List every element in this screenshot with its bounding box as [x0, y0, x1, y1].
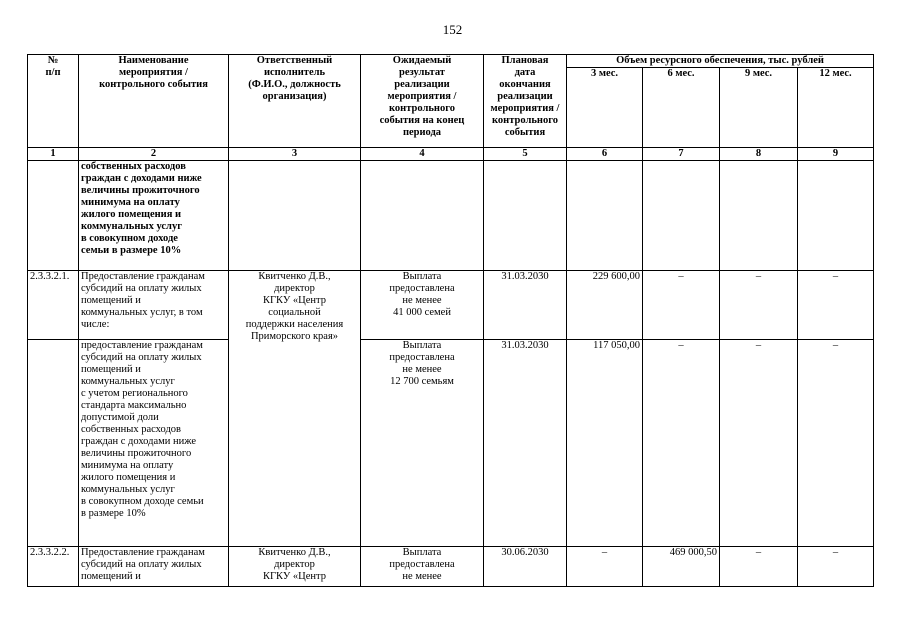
header-responsible: Ответственный исполнитель (Ф.И.О., должность организация) [229, 55, 361, 148]
column-number: 1 [28, 148, 79, 161]
row-amount-12m: – [798, 340, 874, 547]
header-planned-date: Плановая дата окончания реализации мероприятия / контрольного события [484, 55, 567, 148]
column-number: 7 [643, 148, 720, 161]
header-no: № п/п [28, 55, 79, 148]
row-amount-12m [798, 161, 874, 271]
resource-table [27, 54, 874, 587]
row-planned-date: 31.03.2030 [484, 271, 567, 340]
header-month-3: 3 мес. [567, 68, 643, 148]
column-number: 3 [229, 148, 361, 161]
table-row [28, 271, 874, 340]
row-planned-date [484, 161, 567, 271]
row-event-name: Предоставление гражданам субсидий на оплату жилых помещений и коммунальных услуг, в том числе: [79, 271, 229, 340]
table-row [28, 340, 874, 547]
table-row [28, 161, 874, 271]
row-number: 2.3.3.2.1. [28, 271, 79, 340]
header-month-9: 9 мес. [720, 68, 798, 148]
row-event-name: Предоставление гражданам субсидий на оплату жилых помещений и [79, 547, 229, 587]
column-number: 4 [361, 148, 484, 161]
row-responsible: Квитченко Д.В., директор КГКУ «Центр социальной поддержки населения Приморского края» [229, 271, 361, 547]
row-amount-6m: – [643, 340, 720, 547]
row-amount-6m: 469 000,50 [643, 547, 720, 587]
row-responsible: Квитченко Д.В., директор КГКУ «Центр [229, 547, 361, 587]
row-amount-6m: – [643, 271, 720, 340]
column-number: 2 [79, 148, 229, 161]
row-amount-3m [567, 161, 643, 271]
row-amount-6m [643, 161, 720, 271]
row-amount-12m: – [798, 271, 874, 340]
row-planned-date: 30.06.2030 [484, 547, 567, 587]
header-name: Наименование мероприятия / контрольного события [79, 55, 229, 148]
page-number: 152 [442, 22, 463, 37]
row-expected-result: Выплата предоставлена не менее 12 700 семьям [361, 340, 484, 547]
row-event-name: предоставление гражданам субсидий на оплату жилых помещений и коммунальных услуг с учетом регионального стандарта максимально допустимой доли собственных расходов граждан с доходами ниже величины прожиточного минимума на оплату жилого помещения и коммунальных услуг в совокупном доходе семьи в размере 10% [79, 340, 229, 547]
header-expected-result: Ожидаемый результат реализации мероприятия / контрольного события на конец периода [361, 55, 484, 148]
row-responsible [229, 161, 361, 271]
header-resource: Объем ресурсного обеспечения, тыс. рублей [567, 55, 874, 68]
column-number: 9 [798, 148, 874, 161]
header-row [28, 55, 874, 68]
row-number [28, 161, 79, 271]
row-amount-9m: – [720, 271, 798, 340]
column-number: 8 [720, 148, 798, 161]
row-amount-9m: – [720, 340, 798, 547]
row-expected-result: Выплата предоставлена не менее [361, 547, 484, 587]
row-amount-9m: – [720, 547, 798, 587]
row-expected-result: Выплата предоставлена не менее 41 000 семей [361, 271, 484, 340]
header-month-6: 6 мес. [643, 68, 720, 148]
row-amount-3m: – [567, 547, 643, 587]
column-number: 5 [484, 148, 567, 161]
row-number: 2.3.3.2.2. [28, 547, 79, 587]
column-number-row [28, 148, 874, 161]
row-amount-3m: 229 600,00 [567, 271, 643, 340]
row-expected-result [361, 161, 484, 271]
row-amount-12m: – [798, 547, 874, 587]
row-amount-3m: 117 050,00 [567, 340, 643, 547]
column-number: 6 [567, 148, 643, 161]
row-event-name: собственных расходов граждан с доходами ниже величины прожиточного минимума на оплату жилого помещения и коммунальных услуг в совокупном доходе семьи в размере 10% [79, 161, 229, 271]
row-planned-date: 31.03.2030 [484, 340, 567, 547]
header-month-12: 12 мес. [798, 68, 874, 148]
row-number [28, 340, 79, 547]
row-amount-9m [720, 161, 798, 271]
table-row [28, 547, 874, 587]
